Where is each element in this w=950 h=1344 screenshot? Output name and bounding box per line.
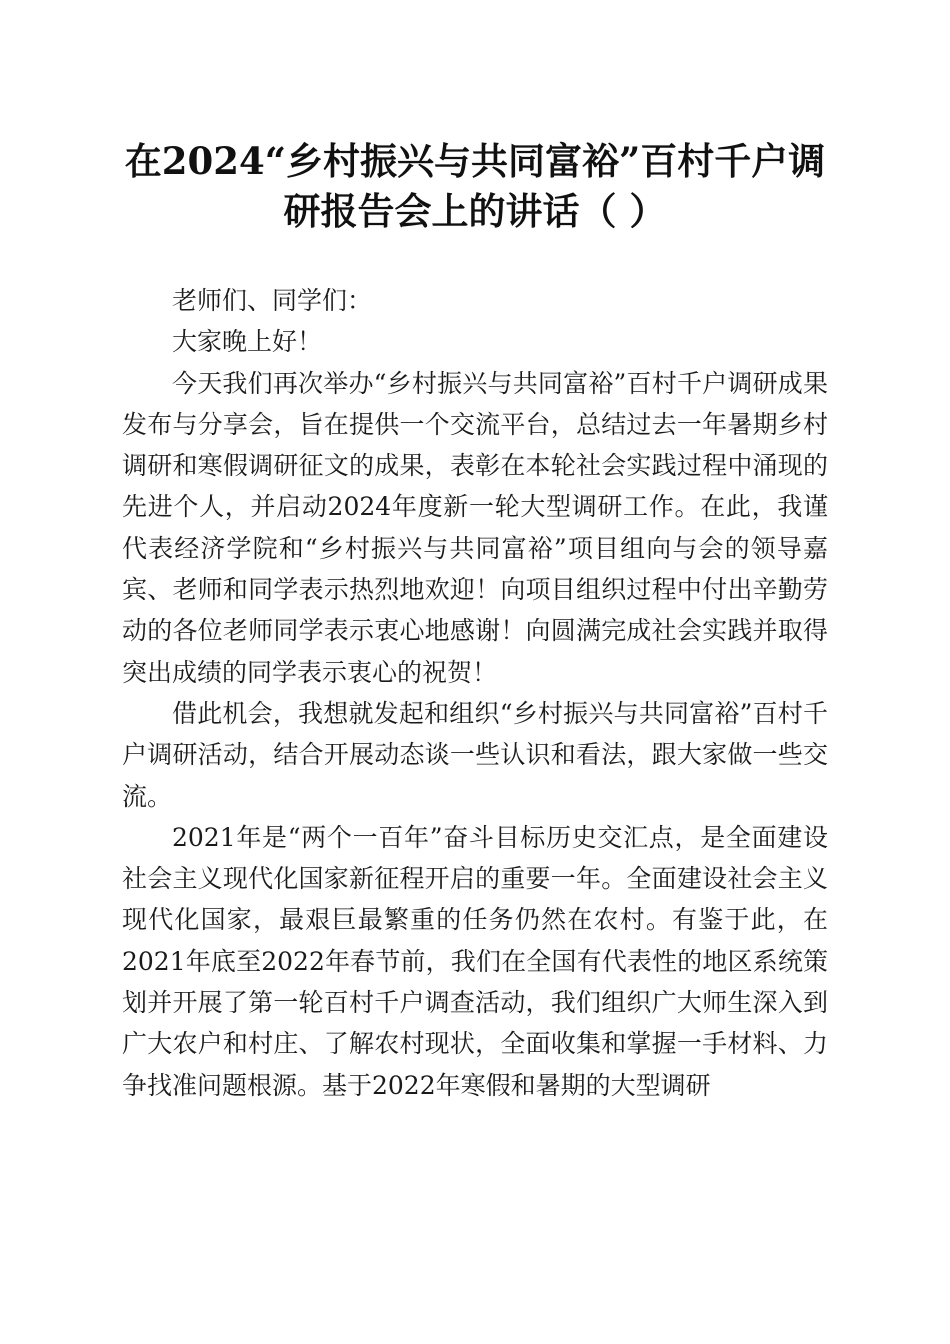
speech-body [122,280,828,1106]
body-paragraph: 借此机会，我想就发起和组织“乡村振兴与共同富裕”百村千户调研活动，结合开展动态谈一些认识和看法，跟大家做一些交流。 [122,698,828,811]
greeting-paragraph: 大家晚上好！ [172,327,323,357]
speech-title: 在2024“乡村振兴与共同富裕”百村千户调研报告会上的讲话（ ） [124,139,826,233]
salutation-paragraph: 老师们、同学们： [172,286,373,315]
body-paragraph: 今天我们再次举办“乡村振兴与共同富裕”百村千户调研成果发布与分享会，旨在提供一个交流平台，总结过去一年暑期乡村调研和寒假调研征文的成果，表彰在本轮社会实践过程中涌现的先进个人，并启动2024年度新一轮大型调研工作。在此，我谨代表经济学院和“乡村振兴与共同富裕”项目组向与会的领导嘉宾、老师和同学表示热烈地欢迎！向项目组织过程中付出辛勤劳动的各位老师同学表示衷心地感谢！向圆满完成社会实践并取得突出成绩的同学表示衷心的祝贺！ [122,368,828,687]
body-paragraph: 2021年是“两个一百年”奋斗目标历史交汇点，是全面建设社会主义现代化国家新征程开启的重要一年。全面建设社会主义现代化国家，最艰巨最繁重的任务仍然在农村。有鉴于此，在2021年底至2022年春节前，我们在全国有代表性的地区系统策划并开展了第一轮百村千户调查活动，我们组织广大师生深入到广大农户和村庄、了解农村现状，全面收集和掌握一手材料、力争找准问题根源。基于2022年寒假和暑期的大型调研 [122,822,828,1100]
